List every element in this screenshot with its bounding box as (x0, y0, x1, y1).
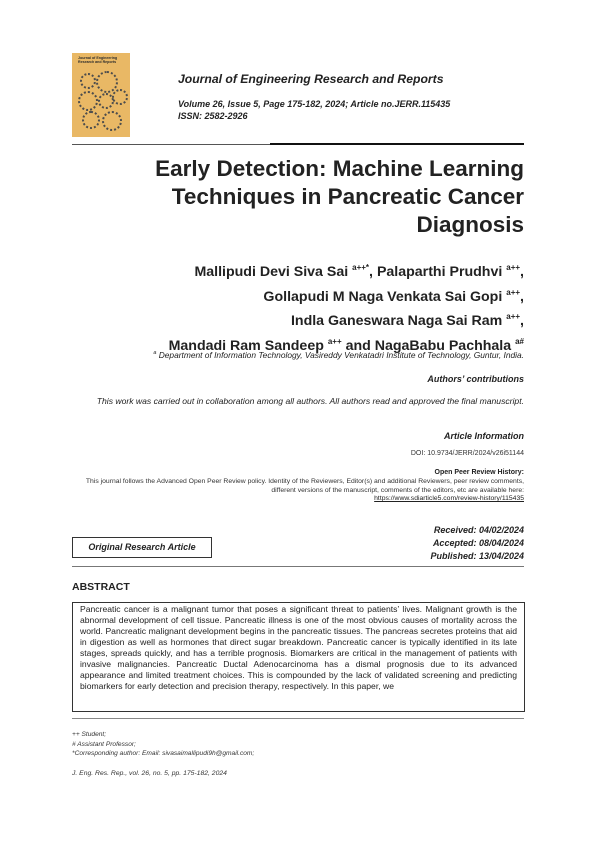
open-peer-review-heading: Open Peer Review History: (434, 469, 524, 476)
author-name: NagaBabu Pachhala (374, 337, 512, 354)
abstract-divider (72, 566, 524, 567)
affiliation (64, 350, 524, 360)
author-name: Mallipudi Devi Siva Sai (194, 264, 349, 280)
author-name: Mandadi Ram Sandeep (168, 337, 324, 354)
review-history-link[interactable]: https://www.sdiarticle5.com/review-history/115435 (374, 495, 524, 503)
journal-cover-image (72, 53, 130, 137)
citation: J. Eng. Res. Rep., vol. 26, no. 5, pp. 175-182, 2024 (72, 770, 227, 777)
open-peer-review-body: This journal follows the Advanced Open Peer Review policy. Identity of the Reviewers, Editor(s) and additional Reviewers, peer review comments, different versions of the manuscript, comments of the editors, etc are available here: (85, 478, 524, 494)
gear-icon (80, 73, 96, 89)
footnote-student: ++ Student; (72, 731, 107, 738)
abstract-text: Pancreatic cancer is a malignant tumor that poses a significant threat to patients’ lives. Malignant growth is the abnormal development of cell tissue. Pancreatic illness is one of the most obvious causes of mortality across the world. Pancreatic malignant development begins in the pancreatic tissues. The pancreas secretes proteins that aid in digestion as well as hormones that direct sugar breakdown. Pancreatic cancer is typically identified in its late stages, spreads quickly, and has a terrible prognosis. Biomarkers are critical in the management of patients with invasive malignancies. Pancreatic Ductal Adenocarcinoma has a dismal prognosis due to its advanced appearance and limited treatment choices. This is compounded by the lack of validated screening and predicting biomarkers for early detection and precision therapy, respectively. In this paper, we (80, 604, 517, 692)
author-mark: a++ (506, 312, 521, 321)
doi: DOI: 10.9734/JERR/2024/v26i51144 (410, 450, 524, 457)
open-peer-review-text (64, 478, 524, 504)
author-mark: a# (515, 336, 524, 346)
author-separator: , (520, 313, 524, 329)
author-separator: , (520, 288, 524, 305)
issn: ISSN: 2582-2926 (178, 111, 248, 121)
article-type-badge: Original Research Article (72, 537, 212, 558)
gear-icon (112, 89, 128, 105)
paper-title: Early Detection: Machine Learning Techniques in Pancreatic Cancer Diagnosis (155, 156, 524, 237)
author-separator: and (341, 337, 375, 354)
article-dates (430, 524, 524, 564)
footnote-assistant-professor: # Assistant Professor; (72, 741, 136, 748)
abstract-heading: ABSTRACT (72, 581, 130, 593)
author-separator: , (520, 264, 524, 280)
footnote-corresponding-author: *Corresponding author: Email: sivasaimallipudi9h@gmail.com; (72, 750, 255, 757)
contributions-heading: Authors’ contributions (427, 374, 524, 384)
author-mark: a++ (506, 287, 521, 297)
accepted-date: Accepted: 08/04/2024 (432, 538, 524, 549)
author-name: Gollapudi M Naga Venkata Sai Gopi (263, 288, 503, 305)
author-separator: , (369, 264, 377, 280)
cover-journal-title: Journal of Engineering Research and Reports (78, 56, 118, 65)
author-name: Palaparthi Prudhvi (376, 264, 503, 280)
author-list (64, 258, 524, 356)
header-divider-thick (270, 143, 524, 145)
contributions-text: This work was carried out in collaboration among all authors. All authors read and approved the final manuscript. (96, 396, 524, 406)
abstract-box (72, 602, 525, 712)
journal-name: Journal of Engineering Research and Reports (178, 72, 444, 86)
gear-icon (102, 111, 122, 131)
gear-icon (82, 111, 100, 129)
footnote-divider (72, 718, 524, 719)
gear-icon (78, 91, 98, 111)
affiliation-mark: a (153, 350, 157, 357)
affiliation-text: Department of Information Technology, Vasireddy Venkatadri Institute of Technology, Guntur, India. (158, 350, 524, 360)
volume-line: Volume 26, Issue 5, Page 175-182, 2024; Article no.JERR.115435 (178, 99, 451, 109)
author-name: Indla Ganeswara Naga Sai Ram (290, 313, 503, 329)
author-mark: a++ (506, 263, 521, 272)
received-date: Received: 04/02/2024 (433, 525, 524, 535)
author-mark: a++ (327, 336, 342, 346)
published-date: Published: 13/04/2024 (430, 551, 524, 562)
author-mark: a++* (352, 263, 370, 272)
article-info-heading: Article Information (443, 431, 524, 441)
